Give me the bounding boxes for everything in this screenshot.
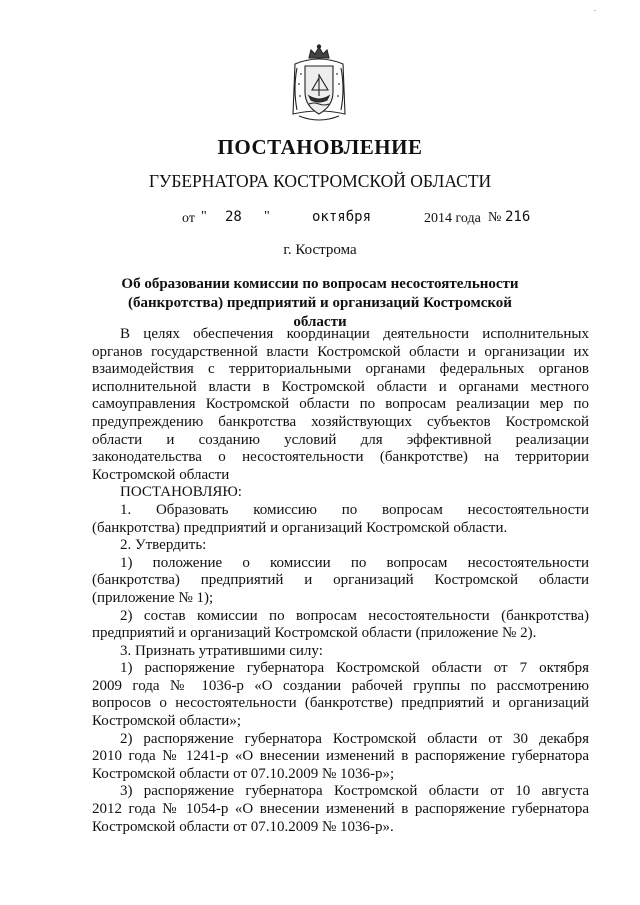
quote-close: " bbox=[264, 209, 270, 224]
body-line: 3. Признать утратившими силу: bbox=[120, 642, 323, 659]
document-title: ПОСТАНОВЛЕНИЕ bbox=[217, 135, 423, 159]
document-heading bbox=[100, 275, 540, 332]
corner-mark: . bbox=[594, 4, 596, 13]
body-line: (банкротства) предприятий и организаций Костромской области bbox=[92, 572, 589, 589]
body-line: предупреждению банкротства хозяйствующих субъектов Костромской bbox=[92, 413, 589, 430]
body-line: 1. Образовать комиссию по вопросам несостоятельности bbox=[120, 501, 589, 518]
document-body bbox=[92, 326, 589, 836]
date-number-row bbox=[0, 209, 640, 229]
number-sign: № bbox=[488, 210, 502, 225]
body-line: 2. Утвердить: bbox=[120, 537, 207, 554]
body-line: законодательства о несостоятельности (банкротстве) на территории bbox=[92, 449, 589, 466]
body-line: Костромской области от 07.10.2009 № 1036-р»; bbox=[92, 765, 395, 782]
body-line: Костромской области от 07.10.2009 № 1036-р». bbox=[92, 818, 394, 835]
body-line: самоуправления Костромской области по вопросам реализации мер по bbox=[92, 396, 589, 413]
document-issuer: ГУБЕРНАТОРА КОСТРОМСКОЙ ОБЛАСТИ bbox=[148, 171, 492, 191]
body-line: 2009 года № 1036-р «О создании рабочей группы по рассмотрению bbox=[92, 677, 589, 694]
body-line: 3) распоряжение губернатора Костромской области от 10 августа bbox=[120, 783, 589, 800]
date-month: октября bbox=[312, 209, 372, 225]
body-line: органов государственной власти Костромской области и организации их bbox=[92, 343, 589, 360]
body-line: Костромской области bbox=[92, 466, 230, 483]
body-line: Костромской области»; bbox=[92, 713, 242, 730]
date-prefix: от bbox=[182, 211, 195, 226]
heading-line: (банкротства) предприятий и организаций Костромской области bbox=[128, 295, 512, 330]
body-line: ПОСТАНОВЛЯЮ: bbox=[120, 484, 242, 501]
heading-line: Об образовании комиссии по вопросам несостоятельности bbox=[121, 276, 519, 292]
body-line: В целях обеспечения координации деятельности исполнительных bbox=[120, 326, 589, 342]
body-line: 2010 года № 1241-р «О внесении изменений в распоряжение губернатора bbox=[92, 748, 589, 765]
body-line: вопросов о несостоятельности (банкротстве) предприятий и организаций bbox=[92, 695, 589, 712]
body-line: 1) положение о комиссии по вопросам несостоятельности bbox=[120, 554, 589, 571]
body-line: области и созданию условий для эффективной реализации bbox=[92, 431, 589, 448]
body-line: 2012 года № 1054-р «О внесении изменений в распоряжение губернатора bbox=[92, 801, 589, 818]
body-line: исполнительной власти в Костромской области и органами местного bbox=[92, 378, 589, 395]
body-line: 2) состав комиссии по вопросам несостоятельности (банкротства) bbox=[120, 607, 589, 624]
body-line: 1) распоряжение губернатора Костромской области от 7 октября bbox=[120, 660, 589, 677]
body-line: (банкротства) предприятий и организаций Костромской области. bbox=[92, 519, 508, 536]
quote-open: " bbox=[201, 209, 207, 224]
date-year: 2014 года bbox=[424, 211, 481, 226]
city: г. Кострома bbox=[283, 242, 357, 258]
document-number: 216 bbox=[505, 209, 531, 225]
coat-of-arms-emblem bbox=[287, 44, 351, 126]
body-line: предприятий и организаций Костромской области (приложение № 2). bbox=[92, 625, 537, 642]
body-line: взаимодействия с территориальными органами федеральных органов bbox=[92, 361, 589, 378]
date-day: 28 bbox=[225, 209, 242, 225]
body-line: 2) распоряжение губернатора Костромской области от 30 декабря bbox=[120, 730, 589, 747]
body-line: (приложение № 1); bbox=[92, 589, 214, 606]
